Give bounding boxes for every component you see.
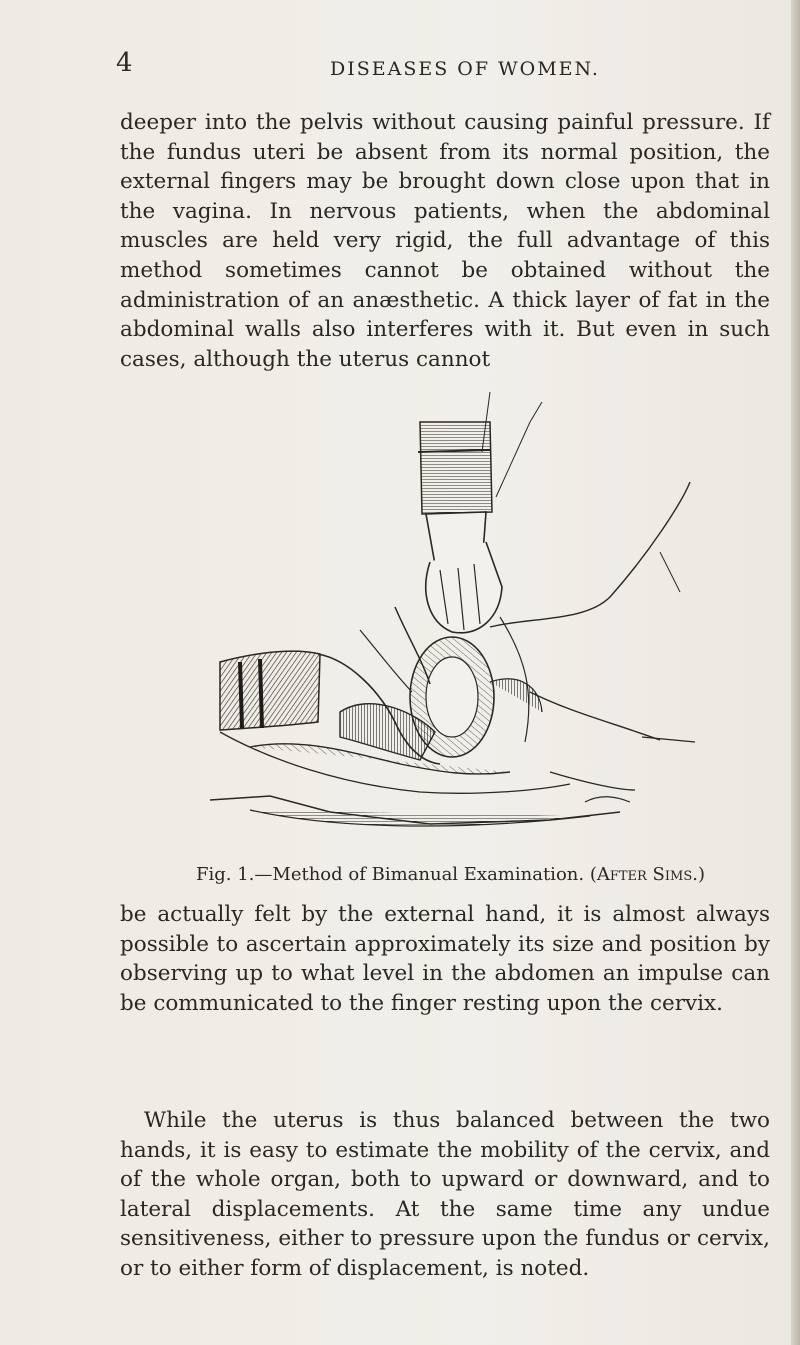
running-head <box>116 48 766 82</box>
external-hand-drawing <box>418 392 542 633</box>
caption-text: Fig. 1.—Method of Bimanual Examination. <box>196 864 585 885</box>
running-title: DISEASES OF WOMEN. <box>330 58 600 80</box>
paragraph-3: While the uterus is thus balanced between the two hands, it is easy to estimate the mobility of the cervix, and of the whole organ, both to upward or downward, and to lateral displacements. At the same time any undue sensitiveness, either to pressure upon the fundus or cervix, or to either form of displacement, is noted. <box>120 1108 770 1281</box>
paragraph-2: be actually felt by the external hand, it is almost always possible to ascertain approximately its size and position by observing up to what level in the abdomen an impulse can be communicated to the finger resting upon the cervix. <box>120 902 770 1016</box>
figure-caption <box>196 864 756 885</box>
bimanual-examination-figure <box>190 392 710 848</box>
caption-credit: (After Sims.) <box>589 864 705 885</box>
paragraph-1: deeper into the pelvis without causing painful pressure. If the fundus uteri be absent from its normal position, the external fingers may be brought down close upon that in the vagina. In nervous patients, when the abdominal muscles are held very rigid, the full advantage of this method sometimes cannot be obtained without the administration of an anæsthetic. A thick layer of fat in the abdominal walls also interferes with it. But even in such cases, although the uterus cannot <box>120 110 770 372</box>
page-number: 4 <box>116 48 133 78</box>
anatomical-engraving <box>190 392 710 848</box>
page-edge-shadow <box>791 0 800 1345</box>
